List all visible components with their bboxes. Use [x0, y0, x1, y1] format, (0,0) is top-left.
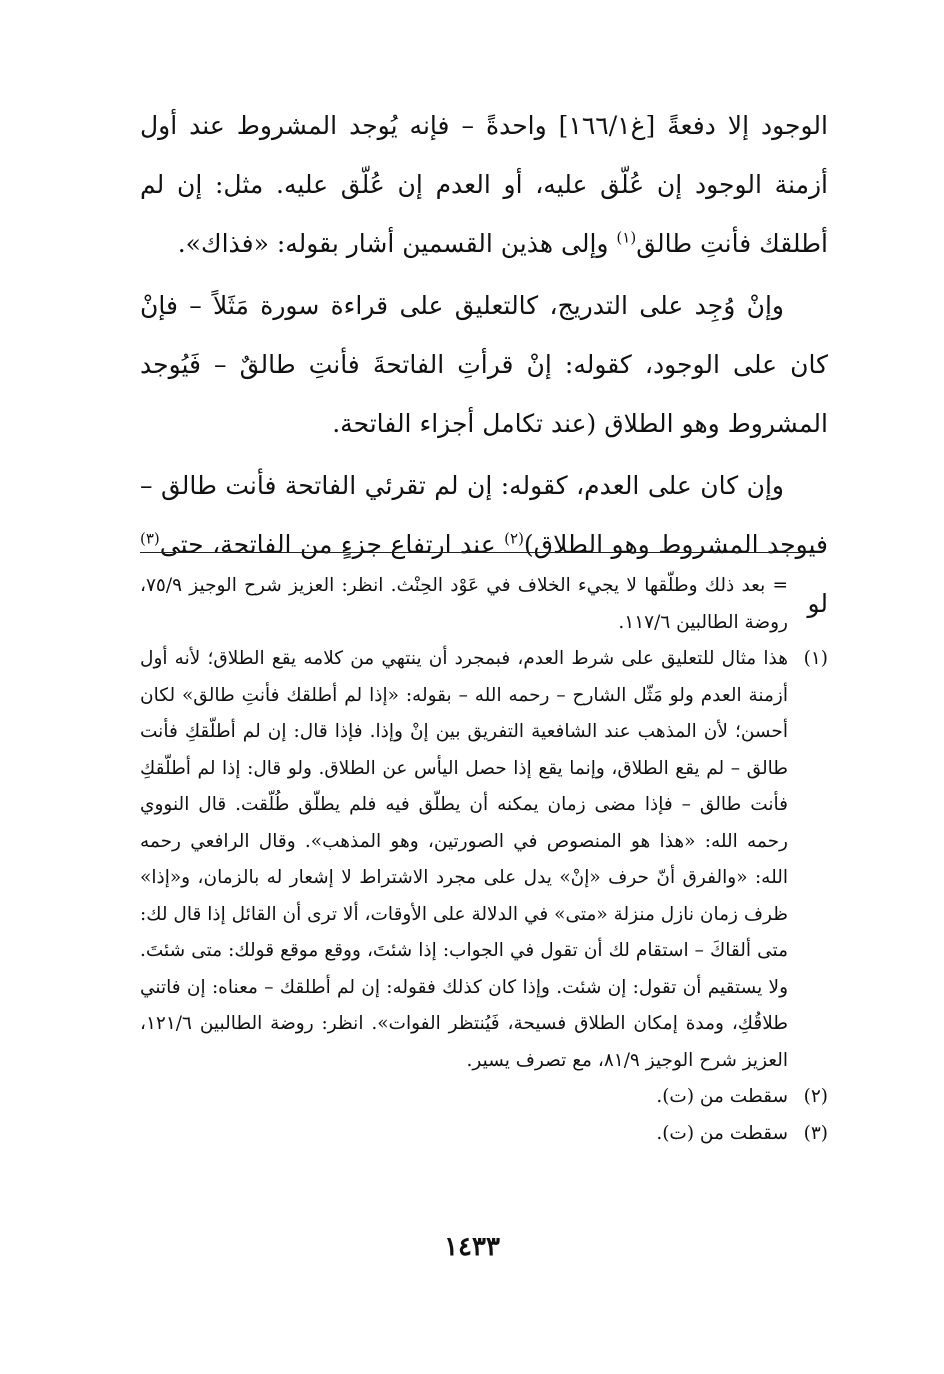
page-number: ١٤٣٣ — [444, 1232, 500, 1262]
footnote-ref-3: (٣) — [140, 529, 160, 548]
footnote-2 — [140, 1079, 828, 1116]
footnote-ref-2: (٢) — [504, 529, 524, 548]
footnote-text: سقطت من (ت). — [656, 1086, 788, 1107]
footnote-number: (٣) — [803, 1122, 828, 1144]
paragraph-text: الوجود إلا دفعةً [غ١٦٦/١] واحدةً – فإنه يُوجد المشروط عند أول أزمنة الوجود إن عُلّق عليه، أو العدم إن عُلّق عليه. مثل: إن لم أطلقك فأنتِ طالق — [140, 111, 828, 258]
paragraph-text: لو — [807, 589, 828, 618]
footnote-separator — [140, 552, 822, 553]
footnote-ref-1: (١) — [616, 228, 637, 247]
paragraph-text: وإن كان على العدم، كقوله: إن لم تقرئي الفاتحة فأنت طالق – فيوجد المشروط وهو الطلاق) — [140, 471, 828, 559]
footnote-text: هذا مثال للتعليق على شرط العدم، فبمجرد أن ينتهي من كلامه يقع الطلاق؛ لأنه أول أزمنة العدم ولو مَثّل الشارح – رحمه الله – بقوله: «إذا لم أطلقك فأنتِ طالق» لكان أحسن؛ لأن المذهب عند الشافعية التفريق بين إنْ وإذا. فإذا قال: إن لم أطلّقكِ فأنت طالق – لم يقع الطلاق، وإنما يقع إذا حصل اليأس عن الطلاق. ولو قال: إذا لم أطلّقكِ فأنت طالق – فإذا مضى زمان يمكنه أن يطلّق فيه فلم يطلّق طُلّقت. قال النووي رحمه الله: «هذا هو المنصوص في الصورتين، وهو المذهب». وقال الرافعي رحمه الله: «والفرق أنّ حرف «إنْ» يدل على مجرد الاشتراط لا إشعار له بالزمان، و«إذا» ظرف زمان نازل منزلة «متى» في الدلالة على الأوقات، ألا ترى أن القائل إذا قال لك: متى ألقاكَ – استقام لك أن تقول في الجواب: إذا شئتَ، ووقع موقع قولك: متى شئتَ. ولا يستقيم أن تقول: إن شئت. وإذا كان كذلك فقوله: إن لم أطلقك – معناه: إن فاتني طلاقُكِ، ومدة إمكان الطلاق فسيحة، فَيُنتظر الفوات». انظر: روضة الطالبين ١٢١/٦، العزيز شرح الوجيز ٨١/٩، مع تصرف يسير. — [140, 648, 788, 1071]
main-paragraph-2 — [140, 276, 828, 453]
footnote-text: سقطت من (ت). — [656, 1122, 788, 1144]
footnote-number: (٢) — [803, 1086, 828, 1107]
footnote-number: (١) — [803, 648, 828, 669]
footnote-1 — [140, 641, 828, 1079]
paragraph-text: وإلى هذين القسمين أشار بقوله: «فذاك». — [177, 229, 617, 258]
paragraph-text: عند ارتفاع جزءٍ من الفاتحة، حتى — [159, 530, 505, 559]
paragraph-text: وإنْ وُجِد على التدريج، كالتعليق على قراءة سورة مَثَلاً – فإنْ كان على الوجود، كقوله: إنْ قرأتِ الفاتحةَ فأنتِ طالقٌ – فَيُوجد المشروط وهو الطلاق (عند تكامل أجزاء الفاتحة. — [140, 291, 828, 438]
main-text — [140, 96, 828, 636]
main-paragraph-1 — [140, 96, 828, 273]
footnote-3 — [140, 1116, 828, 1153]
footnotes — [140, 568, 828, 1152]
footnote-continuation — [140, 568, 828, 641]
footnote-text: = بعد ذلك وطلّقها لا يجيء الخلاف في عَوْد الحِنْث. انظر: العزيز شرح الوجيز ٧٥/٩، روضة الطالبين ١١٧/٦. — [140, 575, 788, 633]
